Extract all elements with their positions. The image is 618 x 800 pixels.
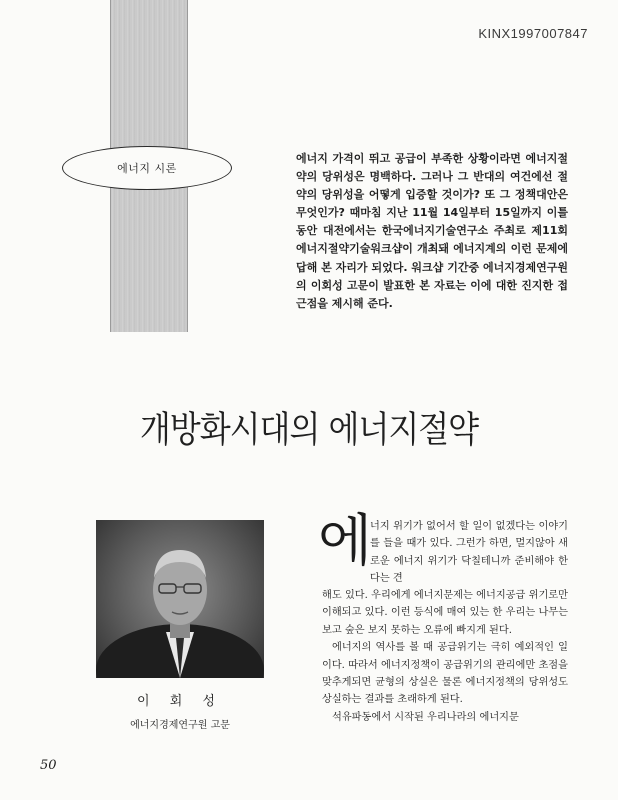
section-label: 에너지 시론 <box>117 162 177 175</box>
author-name: 이 회 성 <box>137 694 223 709</box>
section-label-oval <box>62 146 232 190</box>
document-id: KINX1997007847 <box>478 26 588 41</box>
article-paragraph: 석유파동에서 시작된 우리나라의 에너지문 <box>332 711 519 723</box>
drop-cap: 에 <box>318 509 373 574</box>
article-body <box>322 587 568 726</box>
page-number: 50 <box>40 758 57 773</box>
article-headline: 개방화시대의 에너지절약 <box>139 407 479 451</box>
article-paragraph: 에너지의 역사를 볼 때 공급위기는 극히 예외적인 일이다. 따라서 에너지정책이 공급위기의 관리에만 초점을 맞추게되면 균형의 상실은 물론 에너지정책의 당위성도 상실하는 결과를 초래하게 된다. <box>322 642 568 706</box>
article-first-lines: 너지 위기가 없어서 할 일이 없겠다는 이야기를 들을 때가 있다. 그런가 하면, 멀지않아 새로운 에너지 위기가 닥칠테니까 준비해야 한다는 견 <box>370 521 568 585</box>
article-paragraph: 해도 있다. 우리에게 에너지문제는 에너지공급 위기로만 이해되고 있다. 이런 등식에 매여 있는 한 우리는 나무는 보고 숲은 보지 못하는 오류에 빠지게 된다. <box>322 590 568 636</box>
intro-summary: 에너지 가격이 뛰고 공급이 부족한 상황이라면 에너지절약의 당위성은 명백하다. 그러나 그 반대의 여건에선 절약의 당위성을 어떻게 입증할 것이가? 또 그 정책대안은 무엇인가? 때마침 지난 11월 14일부터 15일까지 이틀동안 대전에서는 한국에너지기술연구소 주최로 제11회 에너지절약기술워크샵이 개최돼 에너지계의 이런 문제에 답해 본 자리가 되었다. 워크샵 기간중 에너지경제연구원의 이회성 고문이 발표한 본 자료는 이에 대한 진지한 접근점을 제시해 준다. <box>296 152 568 310</box>
author-portrait-drawing <box>96 520 264 678</box>
author-title: 에너지경제연구원 고문 <box>130 720 230 731</box>
author-photo <box>96 520 264 678</box>
